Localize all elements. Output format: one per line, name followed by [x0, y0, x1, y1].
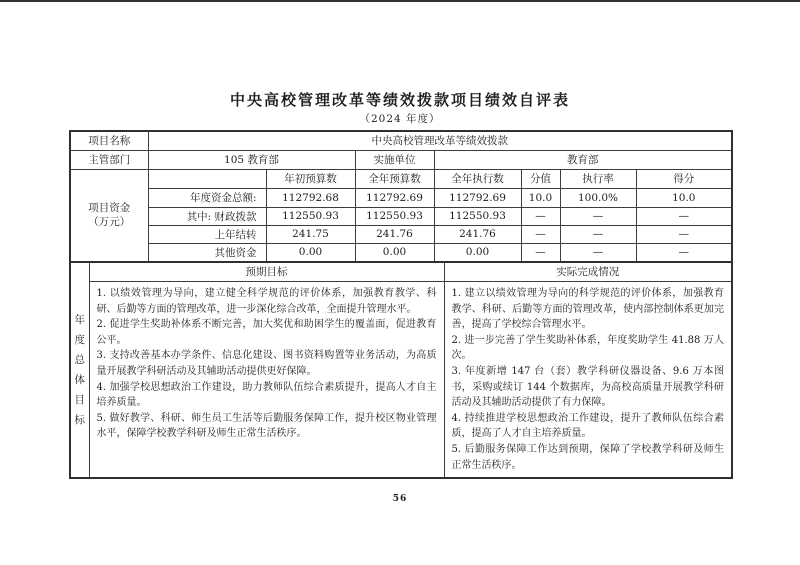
table-row — [70, 282, 732, 479]
page-title: 中央高校管理改革等绩效拨款项目绩效自评表 — [229, 91, 570, 109]
column-header: 年初预算数 — [266, 169, 355, 188]
actual-results-cell — [444, 282, 732, 479]
row-label-other: 其他资金 — [148, 243, 266, 262]
column-header: 得分 — [636, 169, 732, 188]
table-row — [70, 131, 732, 150]
cell-value: 10.0 — [636, 188, 732, 207]
cell-value: — — [560, 207, 636, 225]
project-name-value: 中央高校管理改革等绩效拨款 — [148, 131, 732, 150]
row-label-carryover: 上年结转 — [148, 225, 266, 243]
blank-cell — [148, 169, 266, 188]
cell-value: 0.00 — [266, 243, 355, 262]
expected-goal-item: 4. 加强学校思想政治工作建设，助力教师队伍综合素质提升，提高人才自主培养质量。 — [96, 381, 437, 409]
table-row — [70, 150, 732, 169]
cell-value: 112550.93 — [266, 207, 355, 225]
table-row — [70, 188, 732, 207]
column-header: 执行率 — [560, 169, 636, 188]
row-label-total: 年度资金总额: — [148, 188, 266, 207]
row-label-fiscal: 其中: 财政拨款 — [148, 207, 266, 225]
cell-value: 112792.69 — [355, 188, 434, 207]
table-row — [70, 207, 732, 225]
implement-unit-value: 教育部 — [434, 150, 732, 169]
funding-section-label — [70, 169, 148, 262]
cell-value: 241.76 — [434, 225, 521, 243]
cell-value: — — [636, 243, 732, 262]
actual-result-item: 2. 进一步完善了学生奖助补体系，年度奖助学生 41.88 万人次。 — [451, 334, 724, 362]
cell-value: — — [636, 207, 732, 225]
table-row — [70, 243, 732, 262]
cell-value: 0.00 — [434, 243, 521, 262]
cell-value: 241.76 — [355, 225, 434, 243]
cell-value: 0.00 — [355, 243, 434, 262]
cell-value: — — [521, 225, 560, 243]
actual-result-item: 1. 建立以绩效管理为导向的科学规范的评价体系，加强教育教学、科研、后勤等方面的管理改革，使内部控制体系更加完善，提高了学校综合管理水平。 — [451, 288, 724, 331]
cell-value: — — [560, 243, 636, 262]
cell-value: — — [521, 207, 560, 225]
funding-table — [69, 130, 733, 263]
actual-result-item: 5. 后勤服务保障工作达到预期，保障了学校教学科研及师生正常生活秩序。 — [451, 443, 724, 471]
supervisor-label: 主管部门 — [70, 150, 148, 169]
goals-section-label — [70, 262, 89, 479]
cell-value: 112550.93 — [434, 207, 521, 225]
project-name-label: 项目名称 — [70, 131, 148, 150]
actual-result-item: 4. 持续推进学校思想政治工作建设，提升了教师队伍综合素质，提高了人才自主培养质量。 — [451, 412, 724, 440]
cell-value: — — [636, 225, 732, 243]
page-top-border — [0, 0, 800, 2]
funding-section-label-line2: （万元） — [88, 216, 131, 228]
expected-goals-header: 预期目标 — [89, 262, 444, 282]
self-evaluation-table — [69, 130, 731, 479]
funding-section-label-line1: 项目资金 — [88, 202, 131, 214]
expected-goals-cell — [89, 282, 444, 479]
cell-value: 10.0 — [521, 188, 560, 207]
supervisor-value: 105 教育部 — [148, 150, 355, 169]
expected-goal-item: 3. 支持改善基本办学条件、信息化建设、图书资料购置等业务活动，为高质量开展教学科研活动及其辅助活动提供更好保障。 — [96, 350, 437, 377]
cell-value: 100.0% — [560, 188, 636, 207]
cell-value: — — [521, 243, 560, 262]
actual-results-header: 实际完成情况 — [444, 262, 732, 282]
actual-result-item: 3. 年度新增 147 台（套）教学科研仪器设备、9.6 万本图书，采购或续订 144 个数据库，为高校高质量开展教学科研活动及其辅助活动提供了有力保障。 — [451, 365, 724, 409]
cell-value: — — [560, 225, 636, 243]
goals-section-label-text: 年度总体目标 — [74, 313, 85, 426]
page-number: 56 — [392, 494, 408, 504]
expected-goal-item: 2. 促进学生奖助补体系不断完善，加大奖优和助困学生的覆盖面，促进教育公平。 — [96, 319, 437, 346]
column-header: 全年预算数 — [355, 169, 434, 188]
cell-value: 112792.68 — [266, 188, 355, 207]
cell-value: 241.75 — [266, 225, 355, 243]
table-row — [70, 225, 732, 243]
cell-value: 112550.93 — [355, 207, 434, 225]
expected-goal-item: 5. 做好教学、科研、师生员工生活等后勤服务保障工作，提升校区物业管理水平，保障学校教学科研及师生正常生活秩序。 — [96, 412, 437, 440]
table-row — [70, 262, 732, 282]
cell-value: 112792.69 — [434, 188, 521, 207]
column-header: 全年执行数 — [434, 169, 521, 188]
implement-unit-label: 实施单位 — [355, 150, 434, 169]
goals-table — [69, 261, 733, 480]
table-row — [70, 169, 732, 188]
expected-goal-item: 1. 以绩效管理为导向，建立健全科学规范的评价体系，加强教育教学、科研、后勤等方面的管理改革，进一步深化综合改革，全面提升管理水平。 — [96, 288, 437, 315]
page-subtitle: （2024 年度） — [359, 113, 441, 125]
column-header: 分值 — [521, 169, 560, 188]
